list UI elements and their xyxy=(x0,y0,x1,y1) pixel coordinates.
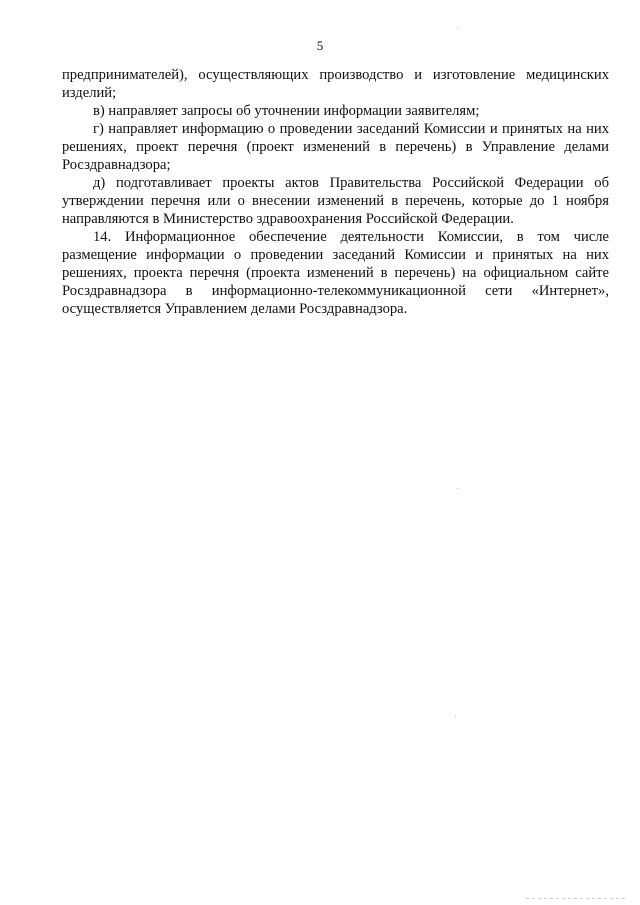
scan-speck xyxy=(455,716,456,717)
document-body xyxy=(62,66,609,318)
scan-speck xyxy=(457,27,458,28)
page-number: 5 xyxy=(316,38,324,53)
paragraph-item-d: д) подготавливает проекты актов Правительства Российской Федерации об утверждении перечня или о внесении изменений в перечень, которые до 1 ноября направляются в Министерство здравоохранения Российской Федерации. xyxy=(62,175,609,227)
paragraph-item-v: в) направляет запросы об уточнении информации заявителям; xyxy=(93,103,480,119)
paragraph-clause-14: 14. Информационное обеспечение деятельности Комиссии, в том числе размещение информации о проведении заседаний Комиссии и принятых на них решениях, проекта перечня (проекта изменений в перечень) на официальном сайте Росздравнадзора в информационно-телекоммуникационной сети «Интернет», осуществляется Управлением делами Росздравнадзора. xyxy=(62,229,609,317)
scan-speck xyxy=(457,488,458,489)
paragraph-item-g: г) направляет информацию о проведении заседаний Комиссии и принятых на них решениях, проект перечня (проект изменений в перечень) в Управление делами Росздравнадзора; xyxy=(62,121,609,173)
scan-edge-mark xyxy=(526,898,626,899)
paragraph-continuation: предпринимателей), осуществляющих производство и изготовление медицинских изделий; xyxy=(62,67,609,101)
